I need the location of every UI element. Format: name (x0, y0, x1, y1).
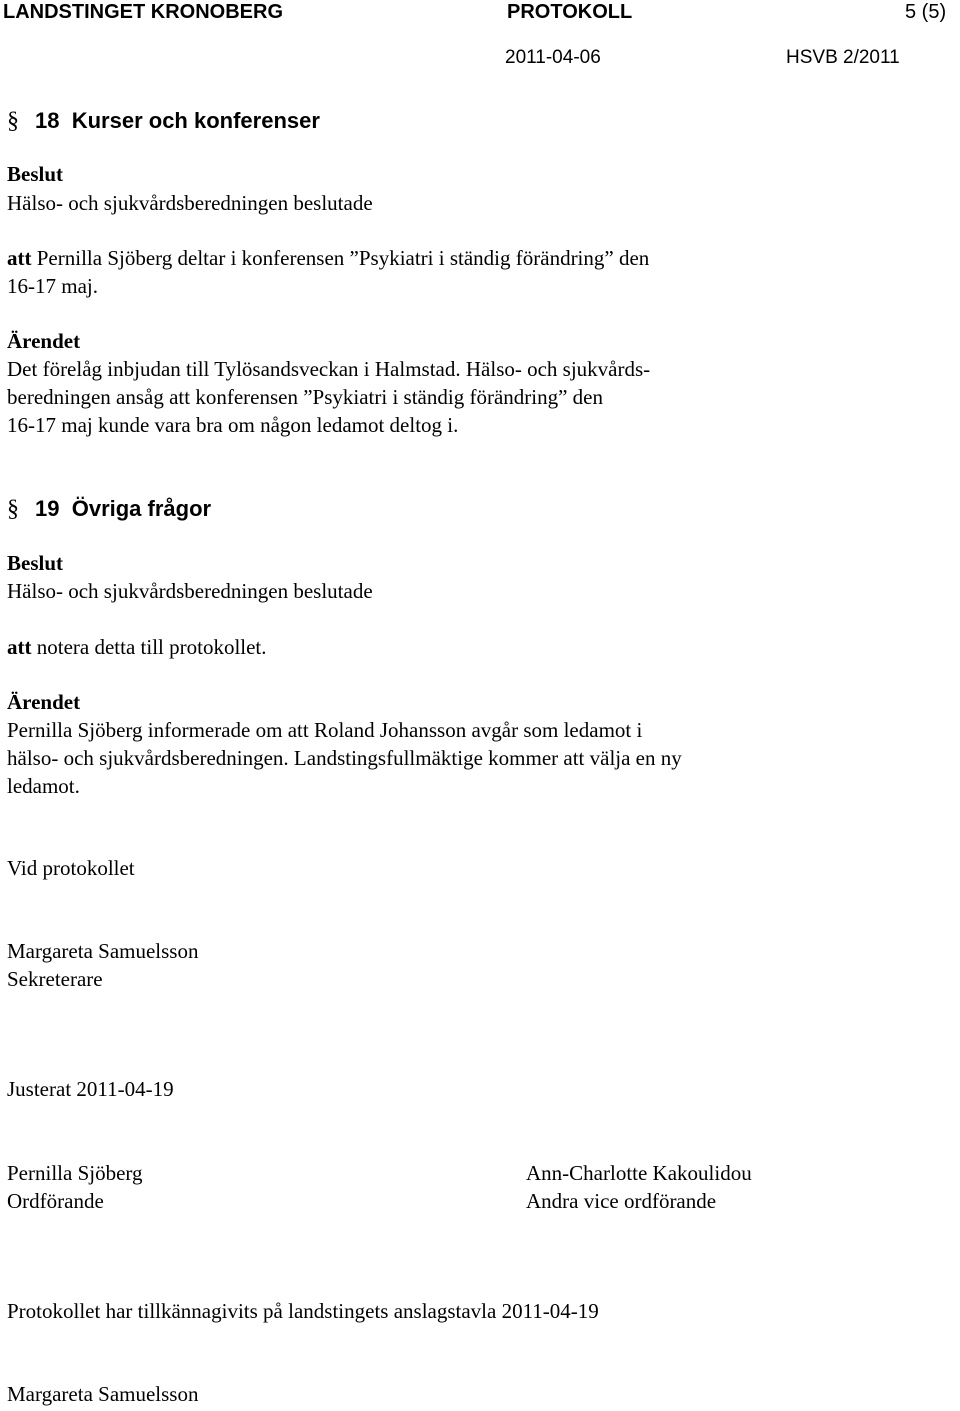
secretary-name: Margareta Samuelsson (7, 939, 199, 963)
beslut-intro: Hälso- och sjukvårdsberedningen beslutade (7, 579, 373, 603)
att-line (7, 635, 267, 660)
justerat-date: Justerat 2011-04-19 (7, 1077, 174, 1101)
att-word: att (7, 635, 32, 659)
document-type: PROTOKOLL (507, 1, 633, 23)
beslut-label: Beslut (7, 551, 64, 575)
paragraph-symbol: § (7, 496, 19, 522)
beslut-label: Beslut (7, 162, 64, 186)
vid-protokollet: Vid protokollet (7, 856, 135, 880)
arendet-label: Ärendet (7, 690, 81, 714)
section-title: Övriga frågor (71, 496, 212, 521)
arendet-text-line: Det förelåg inbjudan till Tylösandsveckan i Halmstad. Hälso- och sjukvårds- (7, 357, 651, 381)
section-number: 18 (35, 108, 60, 133)
arendet-text-line: beredningen ansåg att konferensen ”Psykiatri i ständig förändring” den (7, 385, 603, 409)
section-number: 19 (35, 496, 60, 521)
att-text: Pernilla Sjöberg deltar i konferensen ”Psykiatri i ständig förändring” den (36, 246, 650, 270)
section-heading (7, 496, 211, 523)
paragraph-symbol: § (7, 108, 19, 134)
secretary-title: Sekreterare (7, 967, 103, 991)
att-text: notera detta till protokollet. (36, 635, 267, 659)
att-line (7, 246, 649, 271)
att-text-continued: 16-17 maj. (7, 274, 98, 298)
signer-name: Pernilla Sjöberg (7, 1161, 143, 1185)
document-date: 2011-04-06 (505, 47, 601, 68)
section-heading (7, 108, 320, 135)
beslut-intro: Hälso- och sjukvårdsberedningen beslutade (7, 191, 373, 215)
signer-title: Ordförande (7, 1189, 104, 1213)
section-title: Kurser och konferenser (71, 108, 320, 133)
arendet-text-line: Pernilla Sjöberg informerade om att Roland Johansson avgår som ledamot i (7, 718, 643, 742)
signer-title: Andra vice ordförande (526, 1189, 717, 1213)
arendet-text-line: ledamot. (7, 774, 80, 798)
document-reference: HSVB 2/2011 (786, 47, 900, 68)
page-number: 5 (5) (905, 1, 947, 23)
final-signer-name: Margareta Samuelsson (7, 1382, 199, 1406)
organization-name: LANDSTINGET KRONOBERG (3, 1, 283, 23)
att-word: att (7, 246, 32, 270)
announcement-text: Protokollet har tillkännagivits på landstingets anslagstavla 2011-04-19 (7, 1299, 599, 1323)
arendet-text-line: hälso- och sjukvårdsberedningen. Landstingsfullmäktige kommer att välja en ny (7, 746, 682, 770)
arendet-label: Ärendet (7, 329, 81, 353)
signer-name: Ann-Charlotte Kakoulidou (526, 1161, 752, 1185)
arendet-text-line: 16-17 maj kunde vara bra om någon ledamot deltog i. (7, 413, 459, 437)
